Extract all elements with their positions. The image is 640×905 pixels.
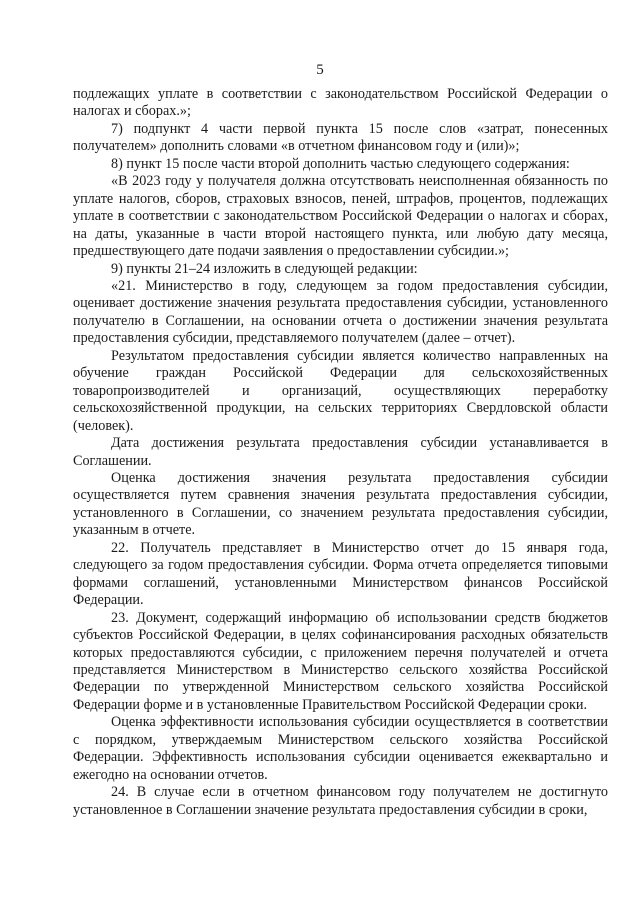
paragraph-result-definition: Результатом предоставления субсидии является количество направленных на обучение граждан Российской Федерации для сельскохозяйственных товаропроизводителей и организаций, осуществляющих переработку сельскохозяйственной продукции, на сельских территориях Свердловской области (человек). (73, 347, 608, 434)
paragraph-efficiency-evaluation: Оценка эффективности использования субсидии осуществляется в соответствии с порядком, утверждаемым Министерством сельского хозяйства Российской Федерации. Эффективность использования субсидии оценивается ежеквартально и ежегодно на основании отчетов. (73, 714, 608, 783)
paragraph-clause-23: 23. Документ, содержащий информацию об использовании средств бюджетов субъектов Российской Федерации, в целях софинансирования расходных обязательств которых предоставляются субсидии, с приложением перечня получателей и отчета представляется Министерством в Министерство сельского хозяйства Российской Федерации по утвержденной Министерством сельского хозяйства Российской Федерации форме и в установленные Правительством Российской Федерации сроки. (73, 609, 608, 713)
paragraph-clause-22: 22. Получатель представляет в Министерство отчет до 15 января года, следующего за годом предоставления субсидии. Форма отчета определяется типовыми формами соглашений, установленными Министерством финансов Российской Федерации. (73, 539, 608, 609)
paragraph-item-7: 7) подпункт 4 части первой пункта 15 после слов «затрат, понесенных получателем» дополнить словами «в отчетном финансовом году и (или)»; (73, 120, 608, 155)
paragraph-item-8: 8) пункт 15 после части второй дополнить частью следующего содержания: (111, 155, 570, 172)
paragraph-continuation: подлежащих уплате в соответствии с законодательством Российской Федерации о налогах и сборах.»; (73, 86, 608, 120)
paragraph-result-evaluation: Оценка достижения значения результата предоставления субсидии осуществляется путем сравнения значения результата предоставления субсидии, установленного в Соглашении, со значением результата предоставления субсидии, указанным в отчете. (73, 469, 608, 539)
paragraph-result-date: Дата достижения результата предоставления субсидии устанавливается в Соглашении. (73, 435, 608, 469)
paragraph-clause-24: 24. В случае если в отчетном финансовом году получателем не достигнуто установленное в Соглашении значение результата предоставления субсидии в сроки, (73, 784, 608, 818)
paragraph-clause-21: «21. Министерство в году, следующем за годом предоставления субсидии, оценивает достижение значения результата предоставления субсидии, установленного получателю в Соглашении, на основании отчета о достижении значения результата предоставления субсидии, представляемого получателем (далее – отчет). (73, 277, 608, 347)
document-body (73, 86, 608, 819)
paragraph-quoted-2023: «В 2023 году у получателя должна отсутствовать неисполненная обязанность по уплате налогов, сборов, страховых взносов, пеней, штрафов, процентов, подлежащих уплате в соответствии с законодательством Российской Федерации о налогах и сборах, на даты, указанные в части второй настоящего пункта, или любую дату месяца, предшествующего дате подачи заявления о предоставлении субсидии.»; (73, 173, 608, 260)
paragraph-item-9: 9) пункты 21–24 изложить в следующей редакции: (111, 260, 418, 277)
page-number: 5 (316, 62, 324, 78)
